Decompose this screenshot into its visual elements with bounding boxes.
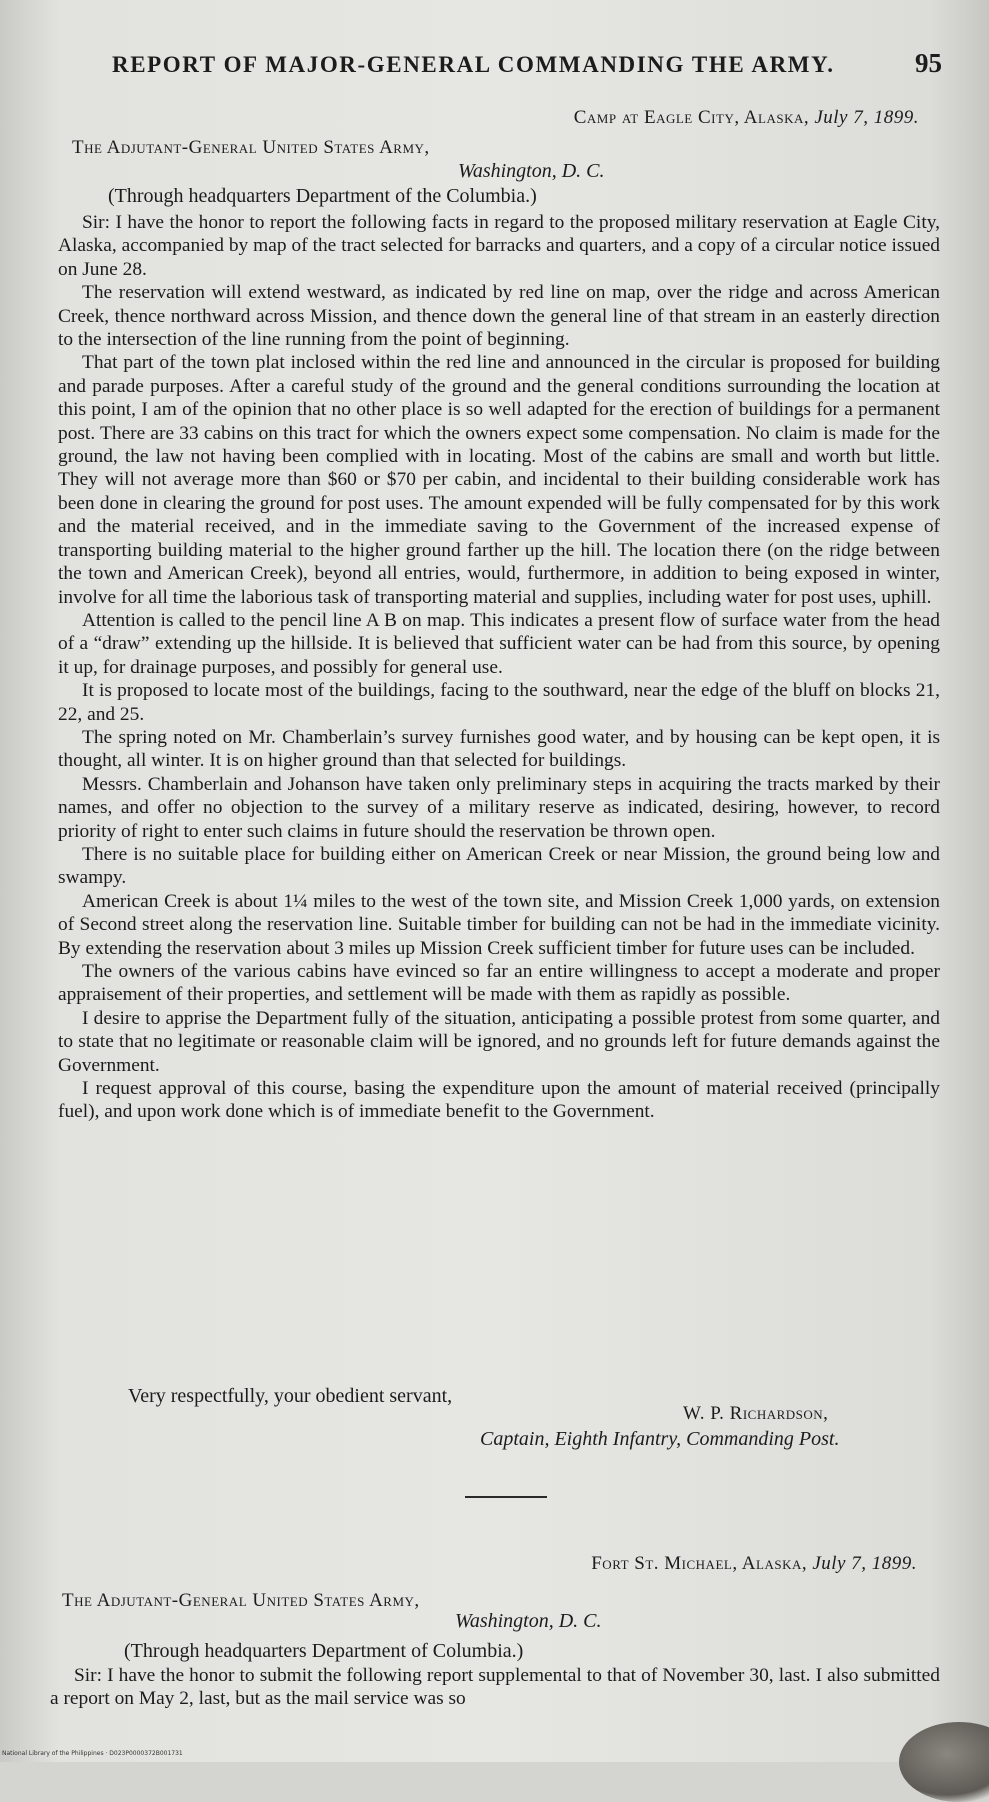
letter1-paragraph: I desire to apprise the Department fully of the situation, anticipating a possible protest from some quarter, and to state that no legitimate or reasonable claim will be ignored, and no grounds left for future demands against the Government. <box>58 1007 940 1076</box>
letter1-closing: Very respectfully, your obedient servant, <box>128 1385 453 1407</box>
page-number: 95 <box>915 48 942 78</box>
letter2-place: Fort St. Michael, Alaska, <box>591 1553 808 1574</box>
section-divider <box>465 1496 547 1498</box>
letter2-body <box>50 1664 940 1711</box>
letter1-body <box>58 211 940 1124</box>
letter1-paragraph: Sir: I have the honor to report the following facts in regard to the proposed military reservation at Eagle City, Alaska, accompanied by map of the tract selected for barracks and quarters, and a copy of a circular notice issued on June 28. <box>58 212 940 280</box>
letter1-place: Camp at Eagle City, Alaska, <box>573 107 810 128</box>
scan-footer: National Library of the Philippines · D023P0000372B001731 <box>2 1750 183 1757</box>
letter1-paragraph: I request approval of this course, basing the expenditure upon the amount of material received (principally fuel), and upon work done which is of immediate benefit to the Government. <box>58 1078 940 1123</box>
letter2-addressee: The Adjutant-General United States Army, <box>62 1590 420 1611</box>
letter1-paragraph: Attention is called to the pencil line A B on map. This indicates a present flow of surface water from the head of a “draw” extending up the hillside. It is believed that sufficient water can be had from this source, by opening it up, for drainage purposes, and possibly for general use. <box>58 609 940 678</box>
letter1-paragraph: The reservation will extend westward, as indicated by red line on map, over the ridge and across American Creek, thence northward across Mission, and thence down the general line of that stream in an easterly direction to the intersection of the line running from the point of beginning. <box>58 282 940 351</box>
letter1-paragraph: The spring noted on Mr. Chamberlain’s survey furnishes good water, and by housing can be kept open, it is thought, all winter. It is on higher ground than that selected for buildings. <box>58 726 940 772</box>
letter2-through: (Through headquarters Department of Columbia.) <box>124 1640 524 1662</box>
letter1-dateline <box>574 107 919 129</box>
letter1-paragraph: That part of the town plat inclosed within the red line and announced in the circular is proposed for building and parade purposes. After a careful study of the ground and the general conditions surrounding the location at this point, I am of the opinion that no other place is so well adapted for the erection of buildings for a permanent post. There are 33 cabins on this tract for which the owners expect some compensation. No claim is made for the ground, the law not having been complied with in locating. Most of the cabins are small and worth but little. They will not average more than $60 or $70 per cabin, and incidental to their building considerable work has been done in clearing the ground for post uses. The amount expended will be fully compensated for by this work and the material received, and in the immediate saving to the Government of the increased expense of transporting building material to the higher ground farther up the hill. The location there (on the ridge between the town and American Creek), beyond all entries, would, furthermore, in addition to being exposed in winter, involve for all time the laborious task of transporting material and supplies, including water for post uses, uphill. <box>58 352 940 608</box>
letter1-paragraph: Messrs. Chamberlain and Johanson have taken only preliminary steps in acquiring the tracts marked by their names, and offer no objection to the survey of a military reserve as indicated, desiring, however, to record priority of right to enter such claims in future should the reservation be thrown open. <box>58 773 940 842</box>
letter1-date: July 7, 1899. <box>814 107 919 128</box>
letter1-signature-title: Captain, Eighth Infantry, Commanding Post. <box>480 1428 840 1450</box>
letter1-paragraph: There is no suitable place for building either on American Creek or near Mission, the ground being low and swampy. <box>58 843 940 889</box>
header-title: REPORT OF MAJOR-GENERAL COMMANDING THE ARMY. <box>112 52 835 77</box>
letter1-addressee: The Adjutant-General United States Army, <box>72 137 430 158</box>
letter2-paragraph: Sir: I have the honor to submit the following report supplemental to that of November 30, last. I also submitted a report on May 2, last, but as the mail service was so <box>50 1665 940 1710</box>
letter2-dateline <box>591 1553 917 1575</box>
running-header <box>112 48 942 79</box>
letter1-through: (Through headquarters Department of the Columbia.) <box>108 185 537 207</box>
letter2-date: July 7, 1899. <box>812 1553 917 1574</box>
letter1-location: Washington, D. C. <box>458 160 605 182</box>
letter1-paragraph: The owners of the various cabins have evinced so far an entire willingness to accept a moderate and proper appraisement of their properties, and settlement will be made with them as rapidly as possible. <box>58 961 940 1006</box>
letter2-location: Washington, D. C. <box>455 1610 602 1632</box>
letter1-signature: W. P. Richardson, <box>683 1403 829 1424</box>
thumb-shadow <box>899 1722 989 1802</box>
letter1-paragraph: It is proposed to locate most of the buildings, facing to the southward, near the edge of the bluff on blocks 21, 22, and 25. <box>58 680 940 725</box>
letter1-paragraph: American Creek is about 1¼ miles to the west of the town site, and Mission Creek 1,000 yards, on extension of Second street along the reservation line. Suitable timber for building can not be had in the immediate vicinity. By extending the reservation about 3 miles up Mission Creek sufficient timber for future uses can be included. <box>58 890 940 959</box>
